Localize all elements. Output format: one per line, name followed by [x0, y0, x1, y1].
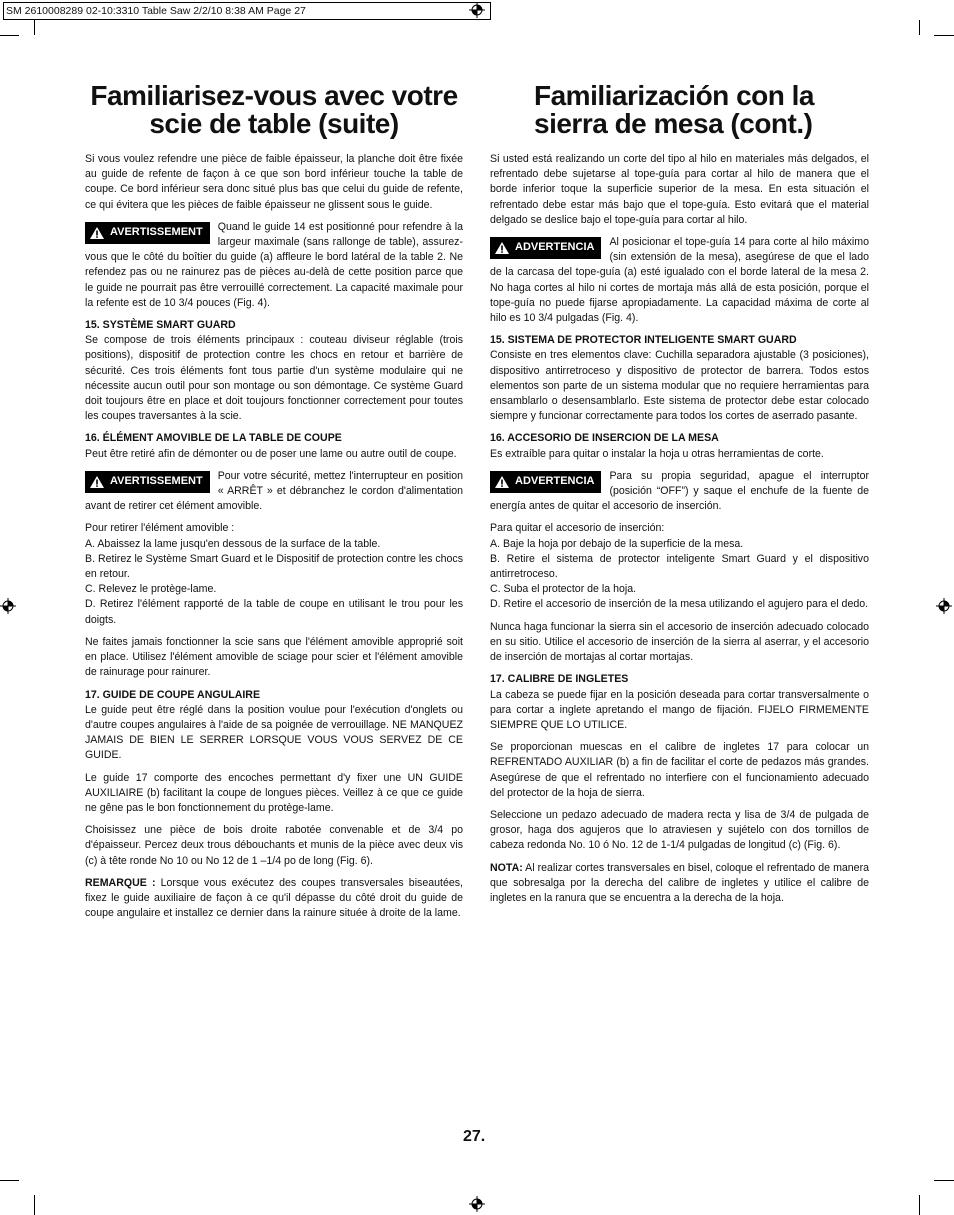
spanish-body	[490, 152, 869, 913]
step-item: D. Retirez l'élément rapporté de la table de coupe en utilisant le trou pour les doigts.	[85, 598, 463, 626]
warning-text: Al posicionar el tope-guía 14 para corte al hilo máximo (sin extensión de la mesa), asegúrese de que el lado de la carcasa del tope-guía (a) esté igualado con el borde lateral de la mesa 2. No haga cortes al hilo ni cortes de mortaja más allá de esta posición, porque el tope-guía no puede fijarse apropiadamente. La capacidad máxima de corte al hilo es 10 3/4 pulgadas (Fig. 4).	[490, 236, 869, 325]
section-paragraph: Choisissez une pièce de bois droite rabotée convenable et de 3/4 po d'épaisseur. Percez deux trous débouchants et munis de la pièce avec deux vis (c) à tête ronde No 10 ou No 12 de 1 –1/4 po de long (Fig. 6).	[85, 824, 463, 867]
warning-text: Pour votre sécurité, mettez l'interrupteur en position « ARRÊT » et débranchez le cordon d'alimentation avant de retirer cet élément amovible.	[85, 469, 463, 513]
step-item: C. Relevez le protège-lame.	[85, 583, 217, 596]
warning-label: ADVERTENCIA	[490, 471, 601, 493]
section-heading: 16. ÉLÉMENT AMOVIBLE DE LA TABLE DE COUPE	[85, 432, 342, 445]
print-slug: SM 2610008289 02-10:3310 Table Saw 2/2/10 8:38 AM Page 27	[3, 2, 491, 20]
section-heading: 15. SISTEMA DE PROTECTOR INTELIGENTE SMART GUARD	[490, 334, 797, 347]
warning-triangle-icon	[90, 476, 104, 488]
steps-intro: Para quitar el accesorio de inserción:	[490, 522, 665, 535]
crop-mark	[919, 20, 920, 35]
page-number: 27.	[463, 1128, 486, 1145]
step-item: A. Baje la hoja por debajo de la superficie de la mesa.	[490, 537, 744, 550]
intro-paragraph: Si vous voulez refendre une pièce de faible épaisseur, la planche doit être fixée au guide de refente de façon à ce que son bord inférieur touche la table de coupe. Ce bord inférieur sera donc situé plus bas que celui du guide de refente, ce qui évitera que les pièces de faible épaisseur ne glissent sous le guide.	[85, 153, 463, 211]
registration-mark-icon	[0, 598, 16, 614]
warning-block	[85, 469, 463, 515]
steps-intro: Pour retirer l'élément amovible :	[85, 522, 235, 535]
section-paragraph: Nunca haga funcionar la sierra sin el accesorio de inserción adecuado colocado en su sitio. Utilice el accesorio de inserción de la sierra al aserrar, y el accesorio de inserción de mortajas al cortar mortajas.	[490, 620, 869, 664]
warning-triangle-icon	[495, 476, 509, 488]
crop-mark	[34, 1195, 35, 1215]
note-paragraph: REMARQUE : Lorsque vous exécutez des coupes transversales biseautées, fixez le guide auxiliaire de façon à ce qu'il dépasse du côté droit du guide de coupe angulaire et installez ce dernier dans la rainure située à droite de la lame.	[85, 876, 463, 920]
crop-mark	[919, 1195, 920, 1215]
step-item: D. Retire el accesorio de inserción de la mesa utilizando el agujero para el dedo.	[490, 598, 869, 611]
section-paragraph: Se compose de trois éléments principaux : couteau diviseur réglable (trois positions), dispositif de protection contre les chocs en retour et barrière de sécurité. Ces trois éléments font tous partie d'un système modulaire qui ne nécessite aucun outil pour son montage ou son démontage. Ce système Guard doit toujours être en place et doit toujours fonctionner correctement pour toutes les coupes traversantes à la scie.	[85, 334, 463, 423]
section-paragraph: Le guide peut être réglé dans la position voulue pour l'exécution d'onglets ou d'autre coupes angulaires à l'aide de sa poignée de verrouillage. NE MANQUEZ JAMAIS DE BIEN LE SERRER LORSQUE VOUS VOUS SERVEZ DE CE GUIDE.	[85, 703, 463, 762]
step-item: A. Abaissez la lame jusqu'en dessous de la surface de la table.	[85, 537, 381, 550]
warning-text: Para su propia seguridad, apague el interruptor (posición “OFF”) y saque el enchufe de la fuente de energía antes de quitar el accesorio de inserción.	[490, 469, 869, 513]
registration-mark-icon	[469, 1196, 485, 1212]
section-heading: 15. SYSTÈME SMART GUARD	[85, 319, 236, 332]
crop-mark	[34, 20, 35, 35]
note-paragraph: NOTA: Al realizar cortes transversales en bisel, coloque el refrentado de manera que sobresalga por la derecha del calibre de ingletes y utilice el calibre de ingletes en la ranura que se encuentra a la derecha de la hoja.	[490, 861, 869, 904]
step-item: B. Retirez le Système Smart Guard et le Dispositif de protection contre les chocs en retour.	[85, 552, 464, 581]
section-heading: 17. CALIBRE DE INGLETES	[490, 673, 629, 686]
step-item: B. Retire el sistema de protector inteligente Smart Guard y el dispositivo antirretroceso.	[490, 552, 869, 581]
warning-block	[490, 469, 869, 515]
section-paragraph: Se proporcionan muescas en el calibre de ingletes 17 para colocar un REFRENTADO AUXILIAR (b) a fin de facilitar el corte de pedazos más grandes. Asegúrese de que el refrentado no interfiere con el funcionamiento adecuado del protector de la hoja de sierra.	[490, 741, 869, 799]
warning-label: ADVERTENCIA	[490, 237, 601, 259]
section-heading: 16. ACCESORIO DE INSERCION DE LA MESA	[490, 432, 719, 445]
crop-mark	[0, 35, 19, 36]
step-item: C. Suba el protector de la hoja.	[490, 583, 637, 596]
section-paragraph: Ne faites jamais fonctionner la scie sans que l'élément amovible approprié soit en place. Utilisez l'élément amovible de sciage pour scier et l'élément amovible de rainurage pour rainurer.	[85, 635, 463, 679]
section-paragraph: Peut être retiré afin de démonter ou de poser une lame ou autre outil de coupe.	[85, 447, 457, 460]
section-paragraph: Le guide 17 comporte des encoches permettant d'y fixer une UN GUIDE AUXILIAIRE (b) facilitant la coupe de longues pièces. Veillez à ce que ce guide ne gêne pas le bon fonctionnement du protège-lame.	[85, 771, 463, 814]
section-heading: 17. GUIDE DE COUPE ANGULAIRE	[85, 688, 261, 701]
section-paragraph: Seleccione un pedazo adecuado de madera recta y lisa de 3/4 de pulgada de grosor, haga dos agujeros que lo atraviesen y sujételo con dos tornillos de cabeza redonda No. 10 ó No. 12 de 1-1/4 pulgadas de longitud (c) (Fig. 6).	[490, 808, 869, 852]
section-paragraph: La cabeza se puede fijar en la posición deseada para cortar transversalmente o para cortar a inglete apretando el mango de fijación. FIJELO FIRMEMENTE SIEMPRE QUE LO UTILICE.	[490, 688, 869, 731]
section-paragraph: Es extraíble para quitar o instalar la hoja u otras herramientas de corte.	[490, 447, 824, 460]
page-title-es: Familiarización con la sierra de mesa (cont.)	[534, 80, 814, 139]
warning-triangle-icon	[495, 242, 509, 254]
page-title-fr: Familiarisez-vous avec votre scie de table (suite)	[90, 80, 458, 139]
warning-block	[490, 235, 869, 326]
section-paragraph: Consiste en tres elementos clave: Cuchilla separadora ajustable (3 posiciones), dispositivo antirretroceso y dispositivo de protector de barrera. Todos estos elementos son parte de un sistema modular que no requiere herramientas para ensamblarlo o desensamblarlo. Este sistema de protector debe estar colocado siempre y funcionar correctamente para todos los cortes de aserrado pasante.	[490, 349, 869, 423]
crop-mark	[934, 35, 954, 36]
warning-triangle-icon	[90, 227, 104, 239]
warning-block	[85, 220, 463, 311]
crop-mark	[934, 1180, 954, 1181]
registration-mark-icon	[469, 2, 485, 18]
warning-text: Quand le guide 14 est positionné pour refendre à la largeur maximale (sans rallonge de table), assurez-vous que le côté du boîtier du guide (a) affleure le bord latéral de la table 2. Ne refendez pas ou ne rainurez pas de pièces au-delà de cette position parce que le guide ne pourrait pas être verrouillé correctement. La capacité maximale pour la refente est de 10 3/4 pouces (Fig. 4).	[85, 220, 463, 309]
french-body	[85, 152, 463, 928]
crop-mark	[0, 1180, 19, 1181]
warning-label: AVERTISSEMENT	[85, 222, 210, 244]
registration-mark-icon	[936, 598, 952, 614]
warning-label: AVERTISSEMENT	[85, 471, 210, 493]
intro-paragraph: Si usted está realizando un corte del tipo al hilo en materiales más delgados, el refrentado debe sujetarse al tope-guía para cortar al hilo de manera que el borde inferior toque la superficie superior de la mesa. En esta situación el refrentado debe estar más bajo que el tope-guía. Esto evitará que el material delgado se deslice bajo el tope-guía para cortar al hilo.	[490, 153, 869, 226]
